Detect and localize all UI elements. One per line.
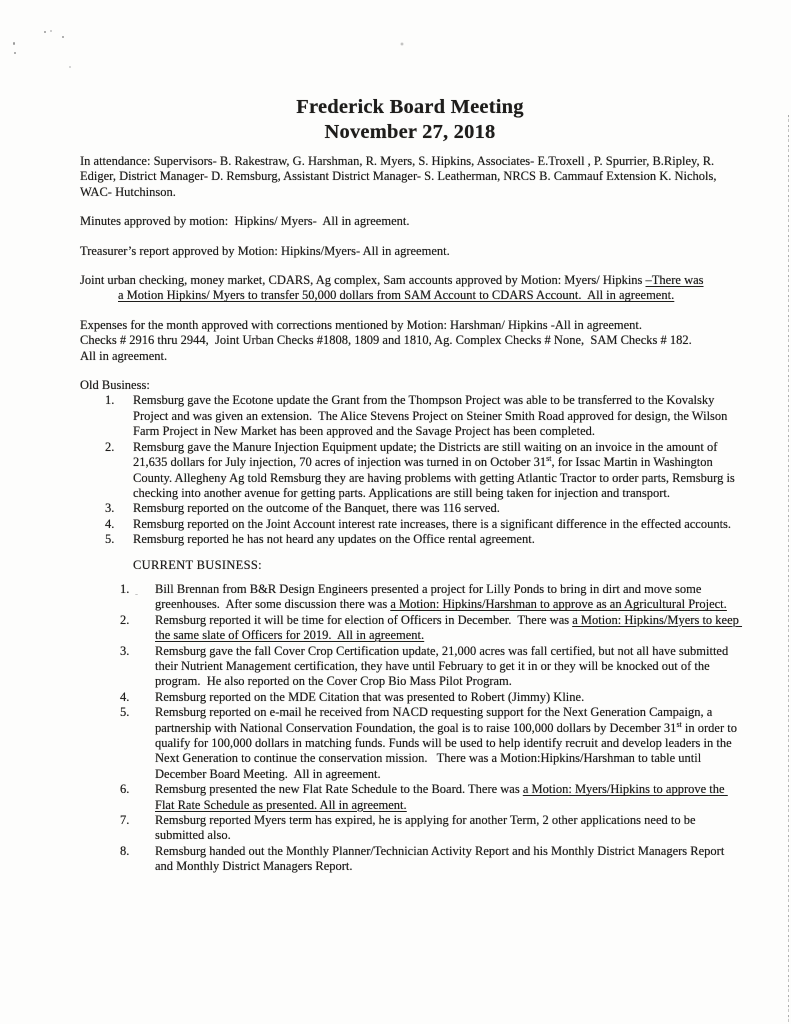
old-business-item xyxy=(80,532,740,547)
item-text: Remsburg reported on the Joint Account interest rate increases, there is a significant difference in the effected accounts. xyxy=(133,516,732,531)
expenses-paragraph xyxy=(80,318,740,364)
item-text: Remsburg gave the Manure Injection Equipment update; the Districts are still waiting on an invoice in the amount of 21,635 dollars for July injection, 70 acres of injection was turned in on October 31st, for Issac Martin in Washington County. Allegheny Ag told Remsburg they are having problems with getting Atlantic Tractor to order parts, Remsburg is checking into another avenue for getting parts. Applications are still being taken for injection and transport. xyxy=(133,439,738,500)
treasurer-text: Treasurer’s report approved by Motion: Hipkins/Myers- All in agreement. xyxy=(80,243,450,258)
item-number: 5. xyxy=(105,532,115,547)
superscript-st: st xyxy=(546,453,552,463)
item-text: Remsburg gave the Ecotone update the Grant from the Thompson Project was able to be transferred to the Kovalsky Project and was given an extension. The Alice Stevens Project on Steiner Smith Road approved for design, the Wilson Farm Project in New Market has been approved and the Savage Project has been completed. xyxy=(133,393,731,439)
item-number: 8. xyxy=(120,843,130,858)
current-business-item xyxy=(80,644,740,690)
current-business-item xyxy=(80,813,740,844)
item-number: 1. xyxy=(105,393,115,408)
item-text: Remsburg reported on the outcome of the Banquet, there was 116 served. xyxy=(133,501,500,516)
current-business-item xyxy=(80,690,740,705)
item-text: Remsburg reported Myers term has expired, he is applying for another Term, 2 other applications need to be submitted also. xyxy=(155,813,699,843)
expenses-line-1: Expenses for the month approved with corrections mentioned by Motion: Harshman/ Hipkins -All in agreement. xyxy=(80,317,643,332)
motion-underlined-text: a Motion: Hipkins/Harshman to approve as an Agricultural Project. xyxy=(390,597,727,612)
accounts-paragraph xyxy=(80,273,740,304)
item-text: Remsburg reported on e-mail he received from NACD requesting support for the Next Generation Campaign, a partnership with National Conservation Foundation, the goal is to raise 100,000 dollars by December 31st in order to qualify for 100,000 dollars in matching funds. Funds will be used to help identify recruit and develop leaders in the Next Generation to continue the conservation mission. There was a Motion:Hipkins/Harshman to table until December Board Meeting. All in agreement. xyxy=(155,705,741,781)
minutes-paragraph xyxy=(80,214,740,229)
treasurer-paragraph xyxy=(80,244,740,259)
scan-speck xyxy=(69,66,71,68)
current-business-list xyxy=(80,581,743,875)
item-text: Remsburg handed out the Monthly Planner/Technician Activity Report and his Monthly District Managers Report and Monthly District Managers Report. xyxy=(155,843,728,874)
scan-speck xyxy=(400,42,404,46)
item-text: Remsburg reported it will be time for election of Officers in December. There was a Motion: Hipkins/Myers to keep the same slate of Officers for 2019. All in agreement. xyxy=(155,612,743,643)
accounts-motion-lead: –There was xyxy=(645,273,704,288)
item-number: 4. xyxy=(105,516,115,531)
item-text: Remsburg reported on the MDE Citation that was presented to Robert (Jimmy) Kline. xyxy=(155,689,585,704)
item-number: 4. xyxy=(120,689,130,704)
old-business-list xyxy=(80,393,740,547)
current-business-item xyxy=(80,782,740,813)
item-number: 5. xyxy=(120,705,130,720)
old-business-item xyxy=(80,440,740,502)
current-business-item xyxy=(80,612,743,644)
expenses-line-2: Checks # 2916 thru 2944, Joint Urban Checks #1808, 1809 and 1810, Ag. Complex Checks # None, SAM Checks # 182. xyxy=(80,333,692,348)
item-number: 2. xyxy=(120,612,130,627)
scan-speck xyxy=(14,52,16,54)
old-business-item xyxy=(80,501,740,516)
item-number: 3. xyxy=(120,643,130,658)
page-title: Frederick Board Meeting xyxy=(296,96,524,118)
accounts-text: Joint urban checking, money market, CDARS, Ag complex, Sam accounts approved by Motion: Myers/ Hipkins xyxy=(80,273,646,288)
item-text: Remsburg gave the fall Cover Crop Certification update, 21,000 acres was fall certified, but not all have submitted their Nutrient Management certification, they have until February to get it in or they will be knocked out of the program. He also reported on the Cover Crop Bio Mass Pilot Program. xyxy=(155,643,732,689)
page-date: November 27, 2018 xyxy=(324,121,496,143)
item-text: Remsburg presented the new Flat Rate Schedule to the Board. There was a Motion: Myers/Hipkins to approve the Flat Rate Schedule as presented. All in agreement. xyxy=(155,782,728,812)
old-business-heading: Old Business: xyxy=(80,378,150,393)
current-business-item xyxy=(80,844,740,875)
scan-speck xyxy=(50,30,52,32)
motion-underlined-text: a Motion: Hipkins/Myers to keep the same slate of Officers for 2019. All in agreement. xyxy=(155,612,743,643)
old-business-item xyxy=(80,517,740,532)
current-business-heading: CURRENT BUSINESS: xyxy=(133,557,262,572)
current-business-item xyxy=(80,582,740,613)
motion-underlined-text: a Motion: Myers/Hipkins to approve the Flat Rate Schedule as presented. All in agreement. xyxy=(155,782,728,812)
document-content xyxy=(80,95,743,875)
superscript-st: st xyxy=(676,719,682,729)
item-number: 6. xyxy=(120,782,130,797)
item-text: Remsburg reported he has not heard any updates on the Office rental agreement. xyxy=(133,532,535,547)
old-business-item xyxy=(80,393,740,439)
item-number: 7. xyxy=(120,813,130,828)
item-text: Bill Brennan from B&R Design Engineers presented a project for Lilly Ponds to bring in dirt and move some greenhouses. After some discussion there was a Motion: Hipkins/Harshman to approve as an Agricultural Project. xyxy=(155,581,727,612)
item-number: 2. xyxy=(105,439,115,454)
scan-speck xyxy=(44,31,46,33)
scan-speck xyxy=(62,36,64,38)
item-number: 1. xyxy=(120,581,130,596)
scan-artifact-line xyxy=(788,115,790,1024)
minutes-text: Minutes approved by motion: Hipkins/ Myers- All in agreement. xyxy=(80,214,410,229)
expenses-line-3: All in agreement. xyxy=(80,348,168,363)
accounts-motion-text: a Motion Hipkins/ Myers to transfer 50,000 dollars from SAM Account to CDARS Account. All in agreement. xyxy=(118,288,675,303)
attendance-paragraph xyxy=(80,154,740,200)
item-number: 3. xyxy=(105,501,115,516)
current-business-item xyxy=(80,705,740,782)
scan-speck xyxy=(13,42,15,45)
attendance-text: In attendance: Supervisors- B. Rakestraw, G. Harshman, R. Myers, S. Hipkins, Associates- E.Troxell , P. Spurrier, B.Ripley, R. Ediger, District Manager- D. Remsburg, Assistant District Manager- S. Leatherman, NRCS B. Cammauf Extension K. Nichols, WAC- Hutchinson. xyxy=(80,154,720,199)
